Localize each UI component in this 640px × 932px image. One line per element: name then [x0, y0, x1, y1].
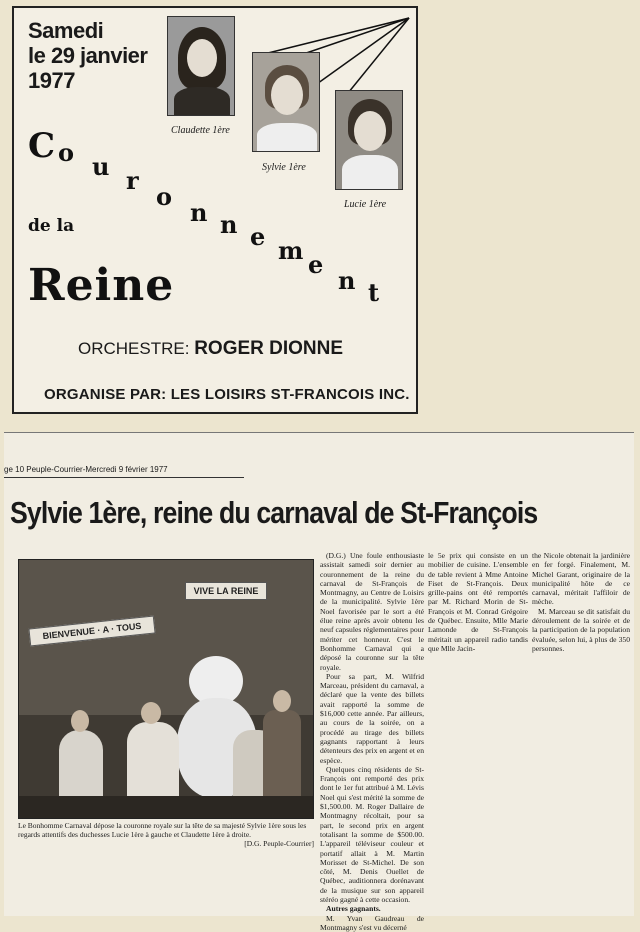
- title-letter: n: [190, 198, 208, 227]
- stage-photo: [18, 559, 314, 819]
- photo-caption-text: Le Bonhomme Carnaval dépose la couronne royale sur la tête de sa majesté Sylvie 1ère sous les regards attentifs des duchesses Lucie 1ère à gauche et Claudette 1ère à droite.: [18, 821, 307, 839]
- photo-credit: [D.G. Peuple-Courrier]: [244, 839, 314, 848]
- orchestra-label: ORCHESTRE:: [78, 339, 190, 358]
- title-de-la: de la: [28, 216, 75, 236]
- paragraph: Pour sa part, M. Wilfrid Marceau, président du carnaval, a déclaré que la vente des billets avait rapporté la somme de $16,000 cette année. Par ailleurs, au cours de la soirée, on a procédé au tirage des billets gagnants rapportant à leurs détenteurs des prix en argent et en espèce.: [320, 671, 424, 765]
- title-letter: t: [368, 278, 380, 307]
- photo-caption: [18, 821, 314, 848]
- article-column-3: [532, 551, 630, 653]
- paragraph: (D.G.) Une foule enthousiaste assistait samedi soir dernier au couronnement de la reine du carnaval de St-François de Montmagny, au Centre de Loisirs de la municipalité. Sylvie 1ère Noel favorisée par le sort a été élue reine après avoir obtenu les neuf capsules réglementaires pour mériter cet honneur. C'est le Bonhomme Carnaval qui a déposé la couronne sur la tête royale.: [320, 551, 424, 672]
- paragraph: Autres gagnants.: [326, 904, 381, 914]
- title-letter: e: [250, 222, 266, 251]
- date-line-date: le 29 janvier: [28, 43, 148, 68]
- title-letter: m: [278, 236, 304, 265]
- banner-bienvenue: BIENVENUE · A · TOUS: [28, 615, 155, 646]
- header-rule: [4, 477, 244, 478]
- paragraph: Quelques cinq résidents de St-François ont remporté des prix dont le 1er fut attribué à M. Lévis Noel qui s'est mérité la somme de $1,500.00. M. Roger Dallaire de Montmagny récoltait, pour sa part, le second prix en argent totalisant la somme de $500.00. L'appareil téléviseur couleur et portatif allait à M. Martin Morisset de St-Michel. De son côté, M. Denis Ouellet de Québec, auditionnera dorénavant de la musique sur son appareil stéréo gagné à cette occasion.: [320, 764, 424, 904]
- article-column-2: [428, 551, 528, 653]
- title-letter: e: [308, 250, 324, 279]
- date-line-year: 1977: [28, 68, 75, 93]
- date-line-day: Samedi: [28, 18, 104, 43]
- poster-clipping: [12, 6, 418, 414]
- title-letter: r: [126, 166, 139, 195]
- caption-sylvie: Sylvie 1ère: [262, 162, 306, 173]
- article-headline: Sylvie 1ère, reine du carnaval de St-François: [10, 495, 538, 530]
- newspaper-clipping: [4, 432, 634, 932]
- title-letter: C: [28, 126, 56, 166]
- banner-vive-la-reine: VIVE LA REINE: [185, 582, 267, 600]
- title-reine: Reine: [28, 260, 175, 311]
- article-column-1: [320, 551, 424, 932]
- organizer-line: ORGANISE PAR: LES LOISIRS ST-FRANCOIS INC.: [44, 386, 410, 403]
- paragraph: the Nicole obtenait la jardinière en fer forgé. Finalement, M. Michel Garant, originaire de la municipalité hôte de ce carnaval, méritait l'affiloir de mèche.: [532, 551, 630, 607]
- title-letter: n: [338, 266, 356, 295]
- paragraph: M. Yvan Gaudreau de Montmagny s'est vu décerné: [320, 913, 424, 932]
- paragraph: le 5e prix qui consiste en un mobilier de cuisine. L'ensemble de table revient à Mme Antoine Fiset de St-François. Deux grille-pains ont été remportés par M. Richard Morin de St-François et M. Conrad Grégoire de Québec. Ensuite, Mlle Marie Lamonde de St-François méritait un appareil radio tandis que Mlle Jacin-: [428, 551, 528, 653]
- portrait-claudette: [167, 16, 235, 116]
- orchestra-line: [78, 338, 343, 360]
- caption-lucie: Lucie 1ère: [344, 199, 387, 210]
- event-date: [28, 18, 178, 93]
- page-header: ge 10 Peuple-Courrier-Mercredi 9 février 1977: [4, 465, 168, 474]
- title-letter: u: [92, 152, 110, 181]
- title-letter: n: [220, 210, 238, 239]
- paragraph: M. Marceau se dit satisfait du déroulement de la soirée et de la participation de la population évaluée, selon lui, à plus de 350 personnes.: [532, 606, 630, 653]
- title-letter: o: [58, 138, 75, 167]
- orchestra-name: ROGER DIONNE: [194, 338, 344, 359]
- title-letter: o: [156, 182, 173, 211]
- caption-claudette: Claudette 1ère: [171, 125, 230, 136]
